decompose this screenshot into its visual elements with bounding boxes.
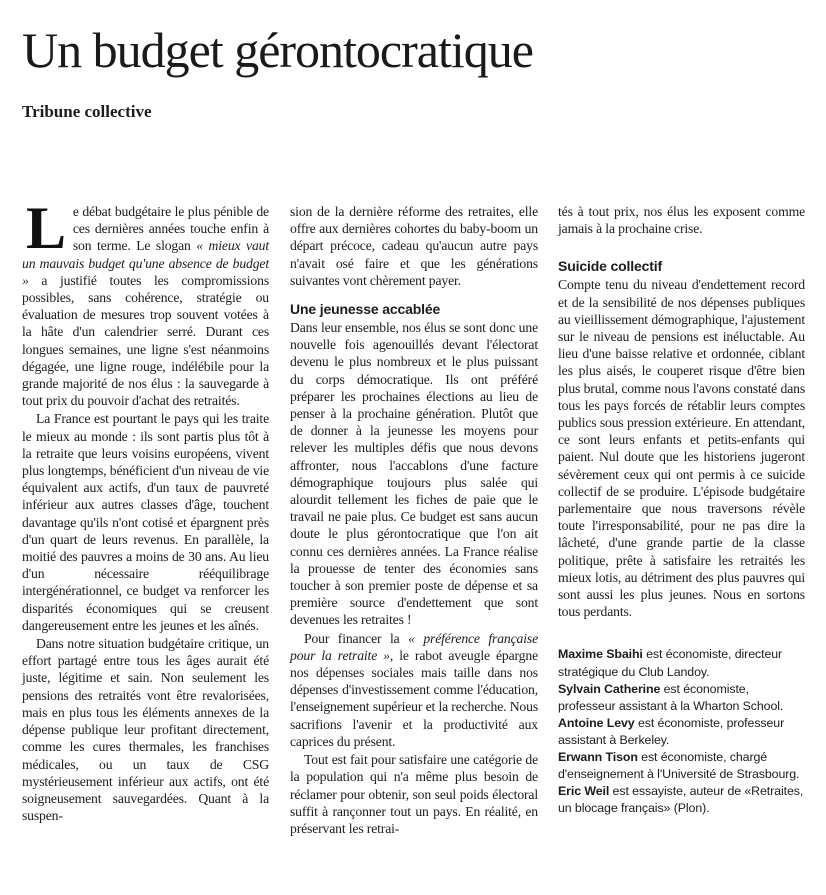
quote-preference: « préférence française pour la retraite » xyxy=(290,630,538,663)
author-name: Antoine Levy xyxy=(558,715,635,730)
article-column-3 xyxy=(558,203,805,817)
author-name: Maxime Sbaihi xyxy=(558,647,643,662)
author-entry xyxy=(558,783,805,817)
article-column-2 xyxy=(290,203,538,837)
author-entry xyxy=(558,681,805,715)
section-heading: Une jeunesse accablée xyxy=(290,301,441,318)
article-column-1 xyxy=(22,195,269,824)
author-list xyxy=(558,646,805,817)
paragraph: sion de la dernière réforme des retraites, elle offre aux dernières cohortes du baby-boom un départ précoce, cadeau qu'aucun autre pays n'avait osé faire et que les générations suivantes vont chèrement payer. xyxy=(290,204,538,288)
paragraph: Pour financer la « préférence française pour la retraite », le rabot aveugle épargne nos dépenses sociales mais taille dans nos dépenses d'investissement comme l'éducation, l'enseignement supérieur et la recherche. Nous sacrifions l'avenir et la productivité aux caprices du présent. xyxy=(290,630,538,749)
author-description: est économiste, professeur assistant à la Wharton School. xyxy=(558,681,784,713)
section-heading: Suicide collectif xyxy=(558,258,663,275)
article-title: Un budget gérontocratique xyxy=(22,22,533,78)
paragraph: La France est pourtant le pays qui les traite le mieux au monde : ils sont partis plus tôt à la retraite que leurs voisins européens, vivent plus longtemps, bénéficient d'un niveau de vie équivalent aux actifs, d'un taux de pauvreté inférieur aux autres classes d'âge, touchent davantage qu'ils n'ont cotisé et épargnent près d'un quart de leurs revenus. En parallèle, la moitié des pauvres a moins de 30 ans. Au lieu d'un nécessaire rééquilibrage intergénérationnel, ce budget va renforcer les disparités économiques qui se creusent dangereusement entre les jeunes et les aînés. xyxy=(22,411,269,633)
paragraph: Dans notre situation budgétaire critique, un effort partagé entre tous les âges aurait été juste, légitime et sain. Non seulement les pensions des retraités vont être revalorisées, mais en plus tous les éléments annexes de la dépense publique leur profitant directement, comme les cures thermales, les franchises médicales, ou un taux de CSG mystérieusement inférieur aux actifs, ont été soigneusement sauvegardées. Quant à la suspen- xyxy=(22,636,269,824)
paragraph: tés à tout prix, nos élus les exposent comme jamais à la prochaine crise. xyxy=(558,204,805,237)
author-description: est essayiste, auteur de «Retraites, un blocage français» (Plon). xyxy=(558,784,804,816)
drop-cap: L xyxy=(26,195,66,261)
paragraph: Tout est fait pour satisfaire une catégorie de la population qui n'a même plus besoin de réclamer pour obtenir, son seul poids électoral suffit à rançonner tout un pays. En réalité, en préservant les retrai- xyxy=(290,752,538,836)
author-description: est économiste, professeur assistant à Berkeley. xyxy=(558,715,785,747)
author-entry xyxy=(558,646,805,680)
article-kicker: Tribune collective xyxy=(22,102,152,121)
author-entry xyxy=(558,749,805,783)
quote-slogan: « mieux vaut un mauvais budget qu'une absence de budget » xyxy=(22,238,269,288)
author-name: Erwann Tison xyxy=(558,750,638,765)
author-entry xyxy=(558,715,805,749)
author-name: Sylvain Catherine xyxy=(558,681,661,696)
author-description: est économiste, directeur stratégique du Club Landoy. xyxy=(558,647,783,679)
paragraph: Compte tenu du niveau d'endettement record et de la sensibilité de nos dépenses publiques au vieillissement démographique, l'ajustement sur le niveau de pensions est inéluctable. Au lieu d'une baisse relative et ordonnée, ciblant les plus aisés, le couperet risque d'être bien plus brutal, comme nous l'avons constaté dans tous les pays forcés de rétablir leurs comptes publics sous pression extérieure. En attendant, ce sont leurs enfants et petits-enfants qui paient. Nul doute que les historiens jugeront sévèrement ceux qui ont permis à ce suicide collectif de se produire. L'épisode budgétaire parlementaire que nous traversons révèle toute l'irresponsabilité, pour ne pas dire la lâcheté, d'une grande partie de la classe politique, prête à satisfaire les retraités les mieux lotis, au détriment des plus pauvres qui sont aussi les plus jeunes. Nous en sortons tous perdants. xyxy=(558,277,805,620)
author-name: Eric Weil xyxy=(558,784,610,799)
paragraph: Dans leur ensemble, nos élus se sont donc une nouvelle fois agenouillés devant l'électorat devenu le plus nombreux et le plus puissant du corps démocratique. Ils ont préféré préparer les prochaines élections au lieu de penser à la prochaine génération. Plutôt que de donner à la jeunesse les moyens pour relever les multiples défis que nous devons affronter, nous l'accablons d'une facture démographique toujours plus salée qui alourdit tellement les fiches de paie que le travail ne paie plus. Ce budget est sans aucun doute le plus gérontocratique que l'on ait connu ces dernières années. La France réalise la prouesse de tenter des économies sans toucher à son premier poste de dépense et sa première source d'endettement que sont devenues les retraites ! xyxy=(290,320,538,628)
paragraph: Le débat budgétaire le plus pénible de ces dernières années touche enfin à son terme. Le slogan « mieux vaut un mauvais budget qu'une absence de budget » a justifié toutes les compromissions possibles, sans cohérence, stratégie ou évaluation de mesures trop souvent votées à la hâte d'un calendrier serré. Durant ces longues semaines, une ligne s'est néanmoins dégagée, une ligne rouge, indélébile pour la grande majorité de nos élus : la sauvegarde à tout prix du pouvoir d'achat des retraités. xyxy=(22,195,269,409)
author-description: est économiste, chargé d'enseignement à l'Université de Strasbourg. xyxy=(558,750,800,782)
